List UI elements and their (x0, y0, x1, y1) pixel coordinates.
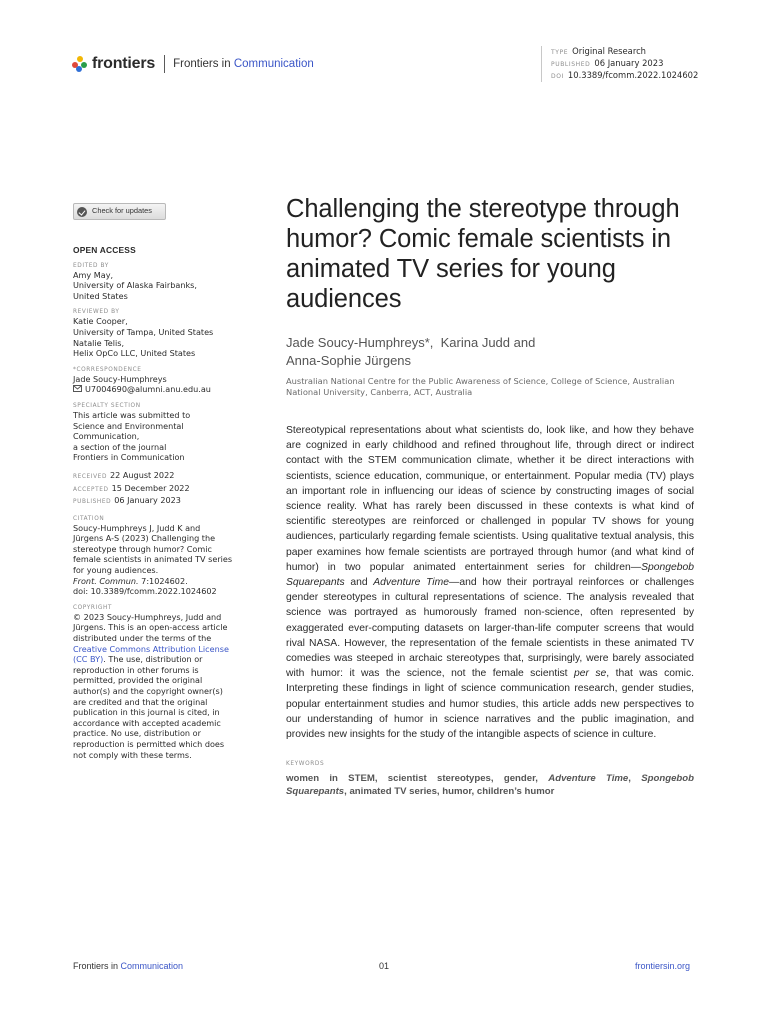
meta-type: TYPE Original Research (551, 46, 646, 56)
open-access-label: OPEN ACCESS (73, 245, 136, 255)
copyright: © 2023 Soucy-Humphreys, Judd and Jürgens. This is an open-access article distributed under the terms of the Creative Commons Attribution License (CC BY). The use, distribution or reproduction in other forums is permitted, provided the original author(s) and the copyright owner(s) are credited and that the original publication in this journal is cited, in accordance with accepted academic practice. No use, distribution or reproduction is permitted which does not comply with these terms. (73, 611, 229, 760)
frontiers-logo[interactable] (72, 55, 314, 73)
reviewed-by: Katie Cooper, University of Tampa, United States Natalie Telis, Helix OpCo LLC, United States (73, 316, 214, 359)
date-published: PUBLISHED 06 January 2023 (73, 495, 181, 506)
date-accepted: ACCEPTED 15 December 2022 (73, 482, 190, 493)
meta-published: PUBLISHED 06 January 2023 (551, 58, 664, 68)
journal-prefix: Frontiers in (173, 58, 231, 70)
journal-name (173, 58, 314, 70)
reviewed-by-label: REVIEWED BY (73, 309, 120, 316)
sidebar (73, 203, 238, 760)
copyright-label: COPYRIGHT (73, 604, 113, 611)
correspondence-email[interactable]: U7004690@alumni.anu.edu.au (85, 384, 211, 395)
meta-doi[interactable]: DOI 10.3389/fcomm.2022.1024602 (551, 70, 699, 80)
author-3[interactable]: Anna-Sophie Jürgens (286, 353, 412, 368)
specialty-section: This article was submitted to Science and Environmental Communication, a section of the journal Frontiers in Communication (73, 409, 191, 463)
author-1[interactable]: Jade Soucy-Humphreys*, (286, 335, 434, 350)
footer-site-link[interactable]: frontiersin.org (635, 961, 691, 971)
check-for-updates-button[interactable]: Check for updates (73, 203, 166, 220)
affiliation: Australian National Centre for the Public Awareness of Science, College of Science, Australian National University, Canberra, ACT, Australia (286, 376, 675, 397)
frontiers-logo-icon (72, 56, 88, 72)
email-row[interactable] (73, 384, 238, 395)
date-received: RECEIVED 22 August 2022 (73, 469, 175, 480)
keywords-label: KEYWORDS (286, 761, 325, 768)
dates (73, 470, 238, 508)
author-2[interactable]: Karina Judd and (440, 335, 536, 350)
specialty-section-label: SPECIALTY SECTION (73, 402, 141, 409)
check-icon (77, 207, 87, 217)
keywords: women in STEM, scientist stereotypes, gender, Adventure Time, Spongebob Squarepants, animated TV series, humor, children’s humor (286, 773, 695, 797)
footer-journal[interactable]: Frontiers in Communication (73, 961, 184, 971)
envelope-icon (73, 385, 82, 392)
correspondence: Jade Soucy-Humphreys U7004690@alumni.anu.edu.au (73, 374, 238, 395)
license-link-ccby[interactable]: (CC BY) (73, 654, 104, 665)
correspondence-label: *CORRESPONDENCE (73, 366, 142, 373)
logo-divider (164, 55, 165, 73)
author-list (286, 334, 694, 370)
article-main (286, 194, 694, 798)
logo-wordmark: frontiers (92, 55, 156, 72)
edited-by: Amy May, University of Alaska Fairbanks, United States (73, 269, 197, 301)
edited-by-label: EDITED BY (73, 262, 109, 269)
article-title: Challenging the stereotype through humor? Comic female scientists in animated TV series for young audiences (286, 195, 680, 313)
journal-accent: Communication (233, 58, 314, 70)
abstract: Stereotypical representations about what scientists do, look like, and how they behave are cognized in early childhood and refined throughout life, through direct or indirect contact with the STEM communication climate, whether it be direct interactions with scientists, science education, communique, or entertainment. Popular media (TV) plays an important role in influencing our ideas of science by constructing images of social science reality. What has rarely been discussed in these contexts is what kind of scientific stereotypes are reinforced or challenged in popular TV shows for young audiences, particularly regarding female scientists. Using qualitative textual analysis, this paper examines how female scientists are portrayed through humor (and what kind of humor) in two popular animated entertainment series for children—Spongebob Squarepants and Adventure Time—and how their portrayal reinforces or challenges gender stereotypes in cultural representations of science. The analysis revealed that science was portrayed as humorously framed non-science, often represented by exaggerated ever-computing datasets on larger-than-life computer screens that would rival NASA. However, the representation of the female scientists in these animated TV comedies was steeped in archaic stereotypes that, surprisingly, were barely associated with humor: it was the science, not the female scientist per se, that was comic. Interpreting these findings in light of science communication research, gender studies, popular entertainment studies and humor studies, this article adds new perspectives to our understanding of humor in science narratives and the public imagination, and provides new insights for the study of the intangible aspects of science in culture. (286, 425, 695, 741)
citation-doi[interactable]: doi: 10.3389/fcomm.2022.1024602 (73, 586, 217, 597)
license-link[interactable]: Creative Commons Attribution License (73, 643, 229, 654)
page-number: 01 (379, 961, 390, 971)
article-meta (541, 46, 698, 82)
citation: Soucy-Humphreys J, Judd K and Jürgens A-S (2023) Challenging the stereotype through humor? Comic female scientists in animated TV series for young audiences. Front. Commun. 7:1024602. doi: 10.3389/fcomm.2022.1024602 (73, 523, 238, 597)
citation-label: CITATION (73, 515, 105, 522)
